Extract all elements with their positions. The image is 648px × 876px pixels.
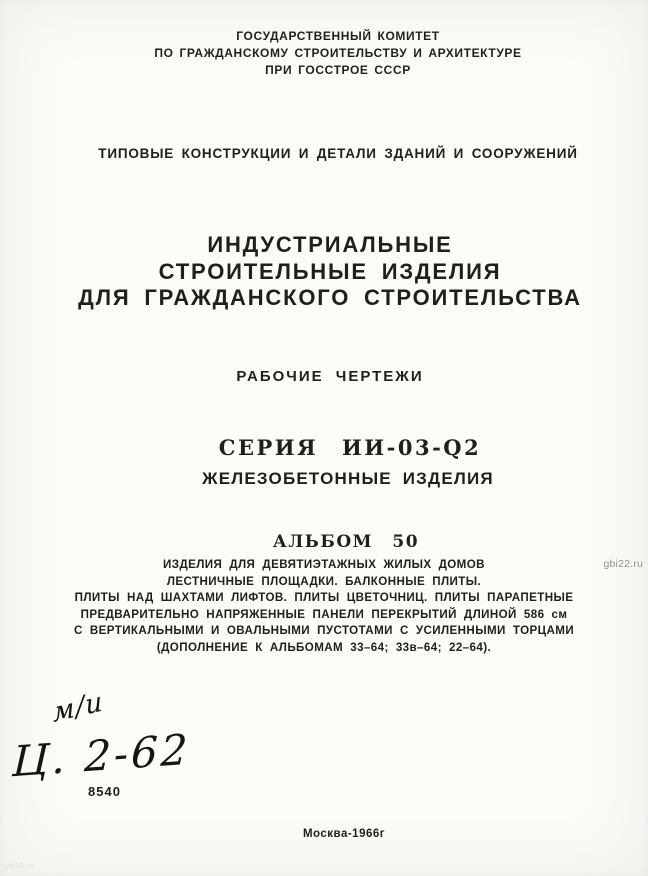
imprint-place-year: Москва-1966г (302, 828, 386, 840)
album-description-line: ПРЕДВАРИТЕЛЬНО НАПРЯЖЕННЫЕ ПАНЕЛИ ПЕРЕКРЫТИЙ ДЛИНОЙ 586 см (80, 607, 568, 621)
document-subtitle: РАБОЧИЕ ЧЕРТЕЖИ (236, 368, 424, 385)
album-description-line: С ВЕРТИКАЛЬНЫМИ И ОВАЛЬНЫМИ ПУСТОТАМИ С УСИЛЕННЫМИ ТОРЦАМИ (73, 624, 575, 638)
album-description-line: ЛЕСТНИЧНЫЕ ПЛОЩАДКИ. БАЛКОННЫЕ ПЛИТЫ. (166, 574, 482, 588)
album-description-line: ПЛИТЫ НАД ШАХТАМИ ЛИФТОВ. ПЛИТЫ ЦВЕТОЧНИЦ. ПЛИТЫ ПАРАПЕТНЫЕ (74, 591, 574, 605)
corner-watermark: gbi22.ru (4, 863, 35, 870)
handwritten-price-stamp: Ц. 2-62 (11, 724, 192, 787)
document-title (6, 232, 648, 312)
album-description (0, 557, 648, 657)
document-title-line: ДЛЯ ГРАЖДАНСКОГО СТРОИТЕЛЬСТВА (78, 285, 582, 310)
document-title-line: СТРОИТЕЛЬНЫЕ ИЗДЕЛИЯ (158, 258, 502, 284)
album-description-line: (ДОПОЛНЕНИЕ К АЛЬБОМАМ 33–64; 33в–64; 22–64). (156, 640, 492, 654)
series-material: ЖЕЛЕЗОБЕТОННЫЕ ИЗДЕЛИЯ (202, 469, 494, 488)
category-line: ТИПОВЫЕ КОНСТРУКЦИИ И ДЕТАЛИ ЗДАНИЙ И СООРУЖЕНИЙ (98, 146, 578, 161)
org-header (14, 28, 648, 79)
site-watermark: gbi22.ru (603, 558, 643, 570)
org-header-line: ПРИ ГОССТРОЕ СССР (265, 63, 411, 77)
series-designation: СЕРИЯ ИИ-03-Q2 (218, 435, 482, 460)
album-heading: АЛЬБОМ 50 (272, 532, 420, 552)
handwritten-note: м/и (51, 686, 105, 729)
document-title-line: ИНДУСТРИАЛЬНЫЕ (207, 232, 453, 257)
album-description-line: ИЗДЕЛИЯ ДЛЯ ДЕВЯТИЭТАЖНЫХ ЖИЛЫХ ДОМОВ (163, 558, 485, 571)
print-order-number: 8540 (88, 784, 121, 799)
org-header-line: ГОСУДАРСТВЕННЫЙ КОМИТЕТ (236, 29, 440, 43)
org-header-line: ПО ГРАЖДАНСКОМУ СТРОИТЕЛЬСТВУ И АРХИТЕКТУРЕ (154, 46, 522, 60)
